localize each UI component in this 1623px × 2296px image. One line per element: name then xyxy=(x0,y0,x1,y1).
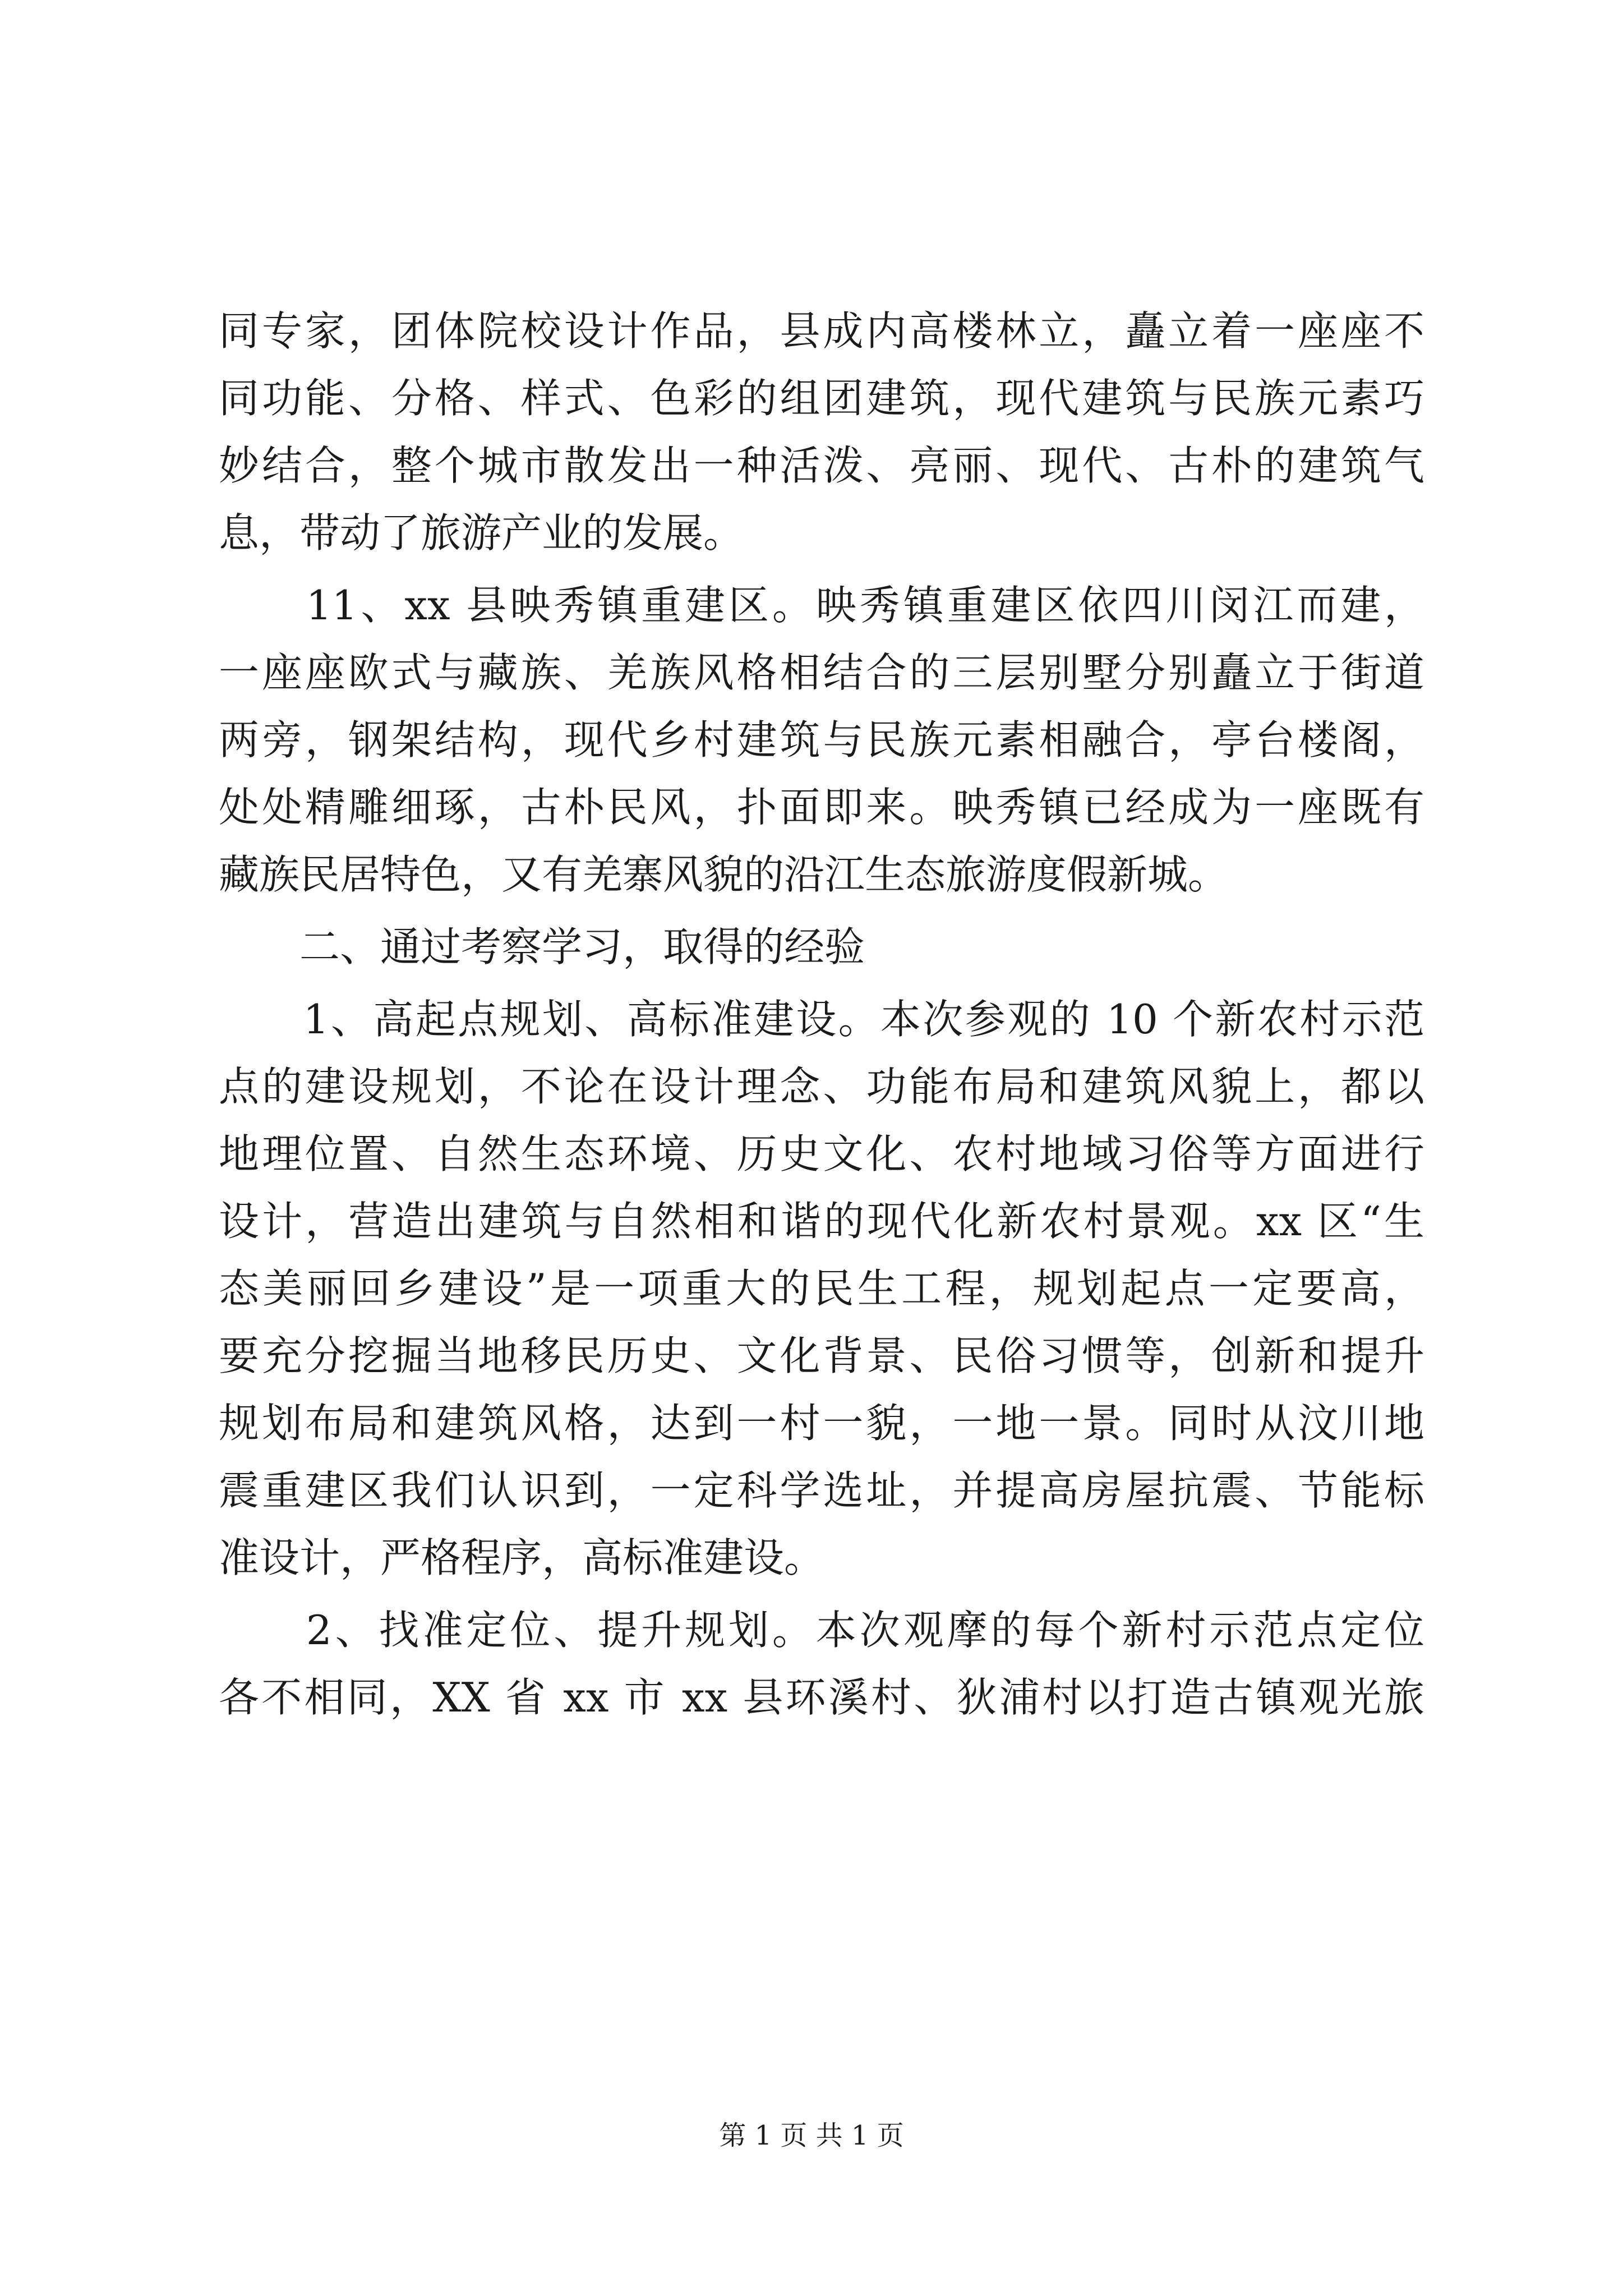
text-line: 点的建设规划，不论在设计理念、功能布局和建筑风貌上，都以 xyxy=(219,1063,1424,1110)
text-line: 1、高起点规划、高标准建设。本次参观的 10 个新农村示范 xyxy=(219,996,1424,1043)
text-line: 妙结合，整个城市散发出一种活泼、亮丽、现代、古朴的建筑气 xyxy=(219,442,1424,489)
section-heading: 二、通过考察学习，取得的经验 xyxy=(219,923,865,970)
text-line: 要充分挖掘当地移民历史、文化背景、民俗习惯等，创新和提升 xyxy=(219,1332,1424,1379)
text-line: 规划布局和建筑风格，达到一村一貌，一地一景。同时从汶川地 xyxy=(219,1400,1424,1447)
text-line: 息，带动了旅游产业的发展。 xyxy=(219,509,744,556)
text-line: 同专家，团体院校设计作品，县成内高楼林立，矗立着一座座不 xyxy=(219,307,1424,355)
text-line: 藏族民居特色，又有羌寨风貌的沿江生态旅游度假新城。 xyxy=(219,851,1229,898)
text-line: 2、找准定位、提升规划。本次观摩的每个新村示范点定位 xyxy=(219,1607,1424,1654)
body-text xyxy=(219,297,1424,1731)
page-footer: 第 1 页 共 1 页 xyxy=(719,2120,904,2151)
text-line: 处处精雕细琢，古朴民风，扑面即来。映秀镇已经成为一座既有 xyxy=(219,784,1424,831)
text-line: 11、xx 县映秀镇重建区。映秀镇重建区依四川闵江而建， xyxy=(219,582,1424,629)
text-line: 态美丽回乡建设”是一项重大的民生工程，规划起点一定要高， xyxy=(219,1265,1424,1312)
text-line: 设计，营造出建筑与自然相和谐的现代化新农村景观。xx 区“生 xyxy=(219,1198,1424,1245)
text-line: 地理位置、自然生态环境、历史文化、农村地域习俗等方面进行 xyxy=(219,1130,1424,1177)
text-line: 一座座欧式与藏族、羌族风格相结合的三层别墅分别矗立于街道 xyxy=(219,649,1424,696)
text-line: 准设计，严格程序，高标准建设。 xyxy=(219,1534,825,1581)
text-line: 两旁，钢架结构，现代乡村建筑与民族元素相融合，亭台楼阁， xyxy=(219,716,1424,763)
text-line: 同功能、分格、样式、色彩的组团建筑，现代建筑与民族元素巧 xyxy=(219,375,1424,422)
text-line: 各不相同，XX 省 xx 市 xx 县环溪村、狄浦村以打造古镇观光旅 xyxy=(219,1674,1424,1721)
text-line: 震重建区我们认识到，一定科学选址，并提高房屋抗震、节能标 xyxy=(219,1467,1424,1514)
